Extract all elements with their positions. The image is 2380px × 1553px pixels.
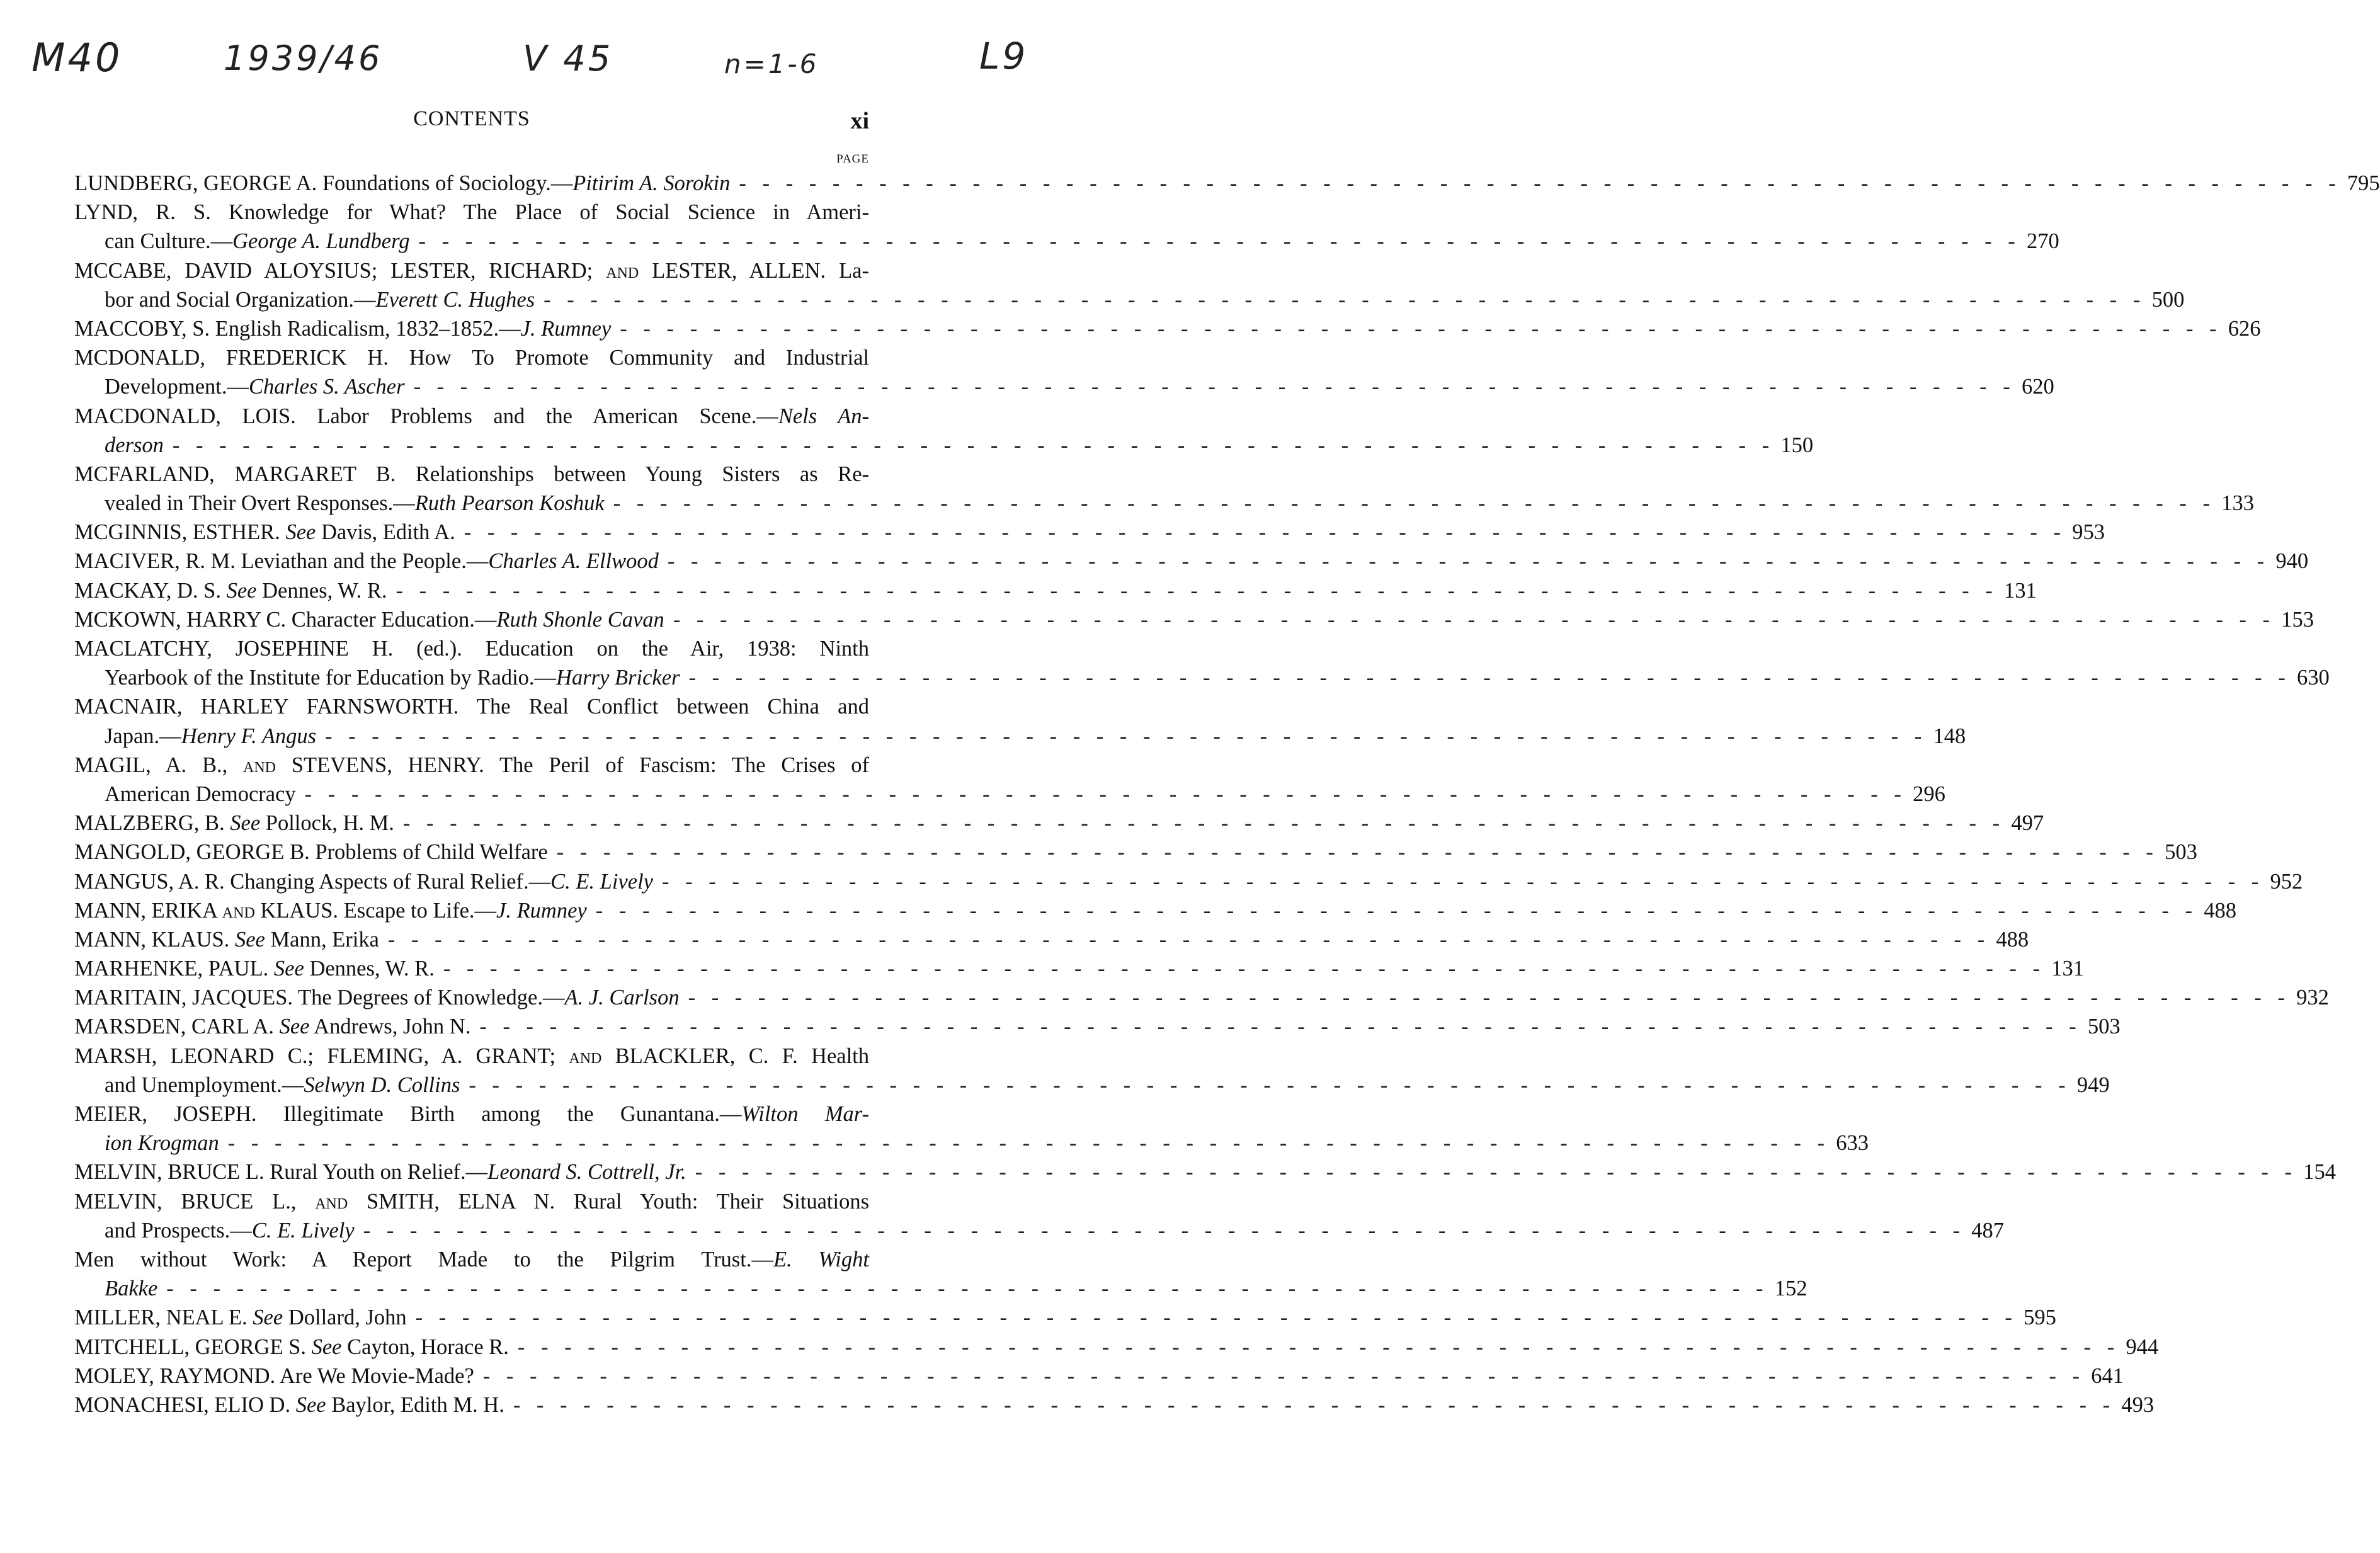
entry-title: Development.— [105, 375, 249, 399]
dot-leader [535, 285, 2140, 314]
entry-author: MCKOWN, HARRY C. [74, 607, 287, 632]
entry-line-text [74, 1187, 869, 1216]
entry-reviewer: C. E. Lively [550, 869, 653, 894]
contents-entry [74, 343, 2054, 401]
entry-line [74, 1216, 2004, 1245]
entry-page-number: 154 [2303, 1160, 2337, 1185]
entry-reviewer: Wilton Mar- [741, 1102, 869, 1126]
contents-entry [74, 169, 2380, 198]
entry-reviewer: derson [105, 433, 164, 457]
entry-line-text [74, 343, 869, 372]
page-number: xi [850, 108, 869, 134]
entry-title: Are We Movie-Made? [275, 1363, 474, 1388]
entry-author: MCCABE, DAVID ALOYSIUS; LESTER, RICHARD; and LESTER, ALLEN. [74, 258, 826, 283]
entry-line [74, 285, 2185, 314]
entry-reviewer: Charles A. Ellwood [488, 549, 659, 574]
entry-title: American Democracy [105, 782, 296, 806]
entry-page-number: 497 [2011, 811, 2044, 836]
entry-see-reference: See [253, 1306, 283, 1330]
entry-title: bor and Social Organization.— [105, 287, 376, 312]
entry-line-text [105, 1216, 355, 1245]
contents-entry [74, 460, 2254, 518]
entry-author: MACIVER, R. M. [74, 549, 236, 574]
entry-title: Davis, Edith A. [316, 520, 455, 545]
entry-line [74, 634, 869, 663]
entry-line-text [74, 1100, 869, 1129]
entry-reviewer: Harry Bricker [556, 666, 680, 690]
dot-leader [587, 896, 2192, 925]
handwritten-note-years: 1939/46 [224, 38, 383, 78]
entry-title: Problems of Child Welfare [309, 840, 548, 865]
dot-leader [730, 169, 2335, 198]
dot-leader [470, 1012, 2076, 1041]
entry-title: Rural Youth on Relief.— [264, 1160, 488, 1185]
entry-title: Andrews, John N. [309, 1015, 471, 1039]
entry-author: MARITAIN, JACQUES. [74, 986, 293, 1010]
dot-leader [355, 1216, 1960, 1245]
entry-title: Foundations of Sociology.— [317, 171, 573, 195]
entry-title: How To Promote Community and Industrial [388, 346, 870, 370]
entry-author: MACNAIR, HARLEY FARNSWORTH. [74, 695, 459, 719]
entry-title: Escape to Life.— [338, 898, 497, 923]
entry-line [74, 1158, 2337, 1186]
dot-leader [394, 809, 2000, 838]
entry-title: Relationships between Young Sisters as Re- [396, 462, 869, 486]
entry-reviewer: A. J. Carlson [564, 986, 680, 1010]
dot-leader [164, 431, 1769, 460]
dot-leader [157, 1274, 1763, 1303]
contents-entry [74, 605, 2315, 634]
entry-line [74, 838, 2197, 867]
entry-page-number: 133 [2221, 491, 2254, 516]
entry-title: vealed in Their Overt Responses.— [105, 491, 415, 516]
entry-line-text [74, 809, 394, 838]
entry-see-reference: See [311, 1334, 342, 1359]
entry-line [74, 402, 869, 431]
entry-page-number: 795 [2347, 171, 2380, 195]
entry-line [74, 692, 869, 721]
entry-page-number: 952 [2270, 869, 2303, 894]
entry-line-text [74, 925, 379, 954]
entry-title: La- [826, 258, 869, 283]
dot-leader [407, 1303, 2012, 1332]
entry-line-text [74, 1245, 869, 1274]
entry-reviewer: Nels An- [778, 404, 869, 428]
entry-page-number: 595 [2024, 1306, 2056, 1330]
entry-line [74, 169, 2380, 198]
contents-entry [74, 634, 2330, 692]
entry-line [74, 518, 2105, 547]
entry-reviewer: Leonard S. Cottrell, Jr. [487, 1160, 686, 1185]
entry-line [74, 1071, 2110, 1100]
entry-line-text [105, 1071, 460, 1100]
entry-line-text [74, 518, 455, 547]
entry-page-number: 493 [2121, 1392, 2155, 1417]
dot-leader [474, 1362, 2080, 1391]
entry-reviewer: E. Wight [773, 1247, 869, 1271]
entry-line [74, 1012, 2121, 1041]
entry-line-text [74, 1012, 470, 1041]
entry-line [74, 780, 1945, 809]
entry-page-number: 944 [2126, 1334, 2159, 1359]
dot-leader [387, 576, 1992, 605]
contents-entry [74, 896, 2236, 925]
entry-line [74, 1274, 1808, 1303]
entry-line [74, 1100, 869, 1129]
entry-page-number: 940 [2275, 549, 2309, 574]
entry-reviewer: C. E. Lively [251, 1218, 355, 1243]
entry-reviewer: Ruth Pearson Koshuk [414, 491, 605, 516]
dot-leader [548, 838, 2153, 867]
contents-entry [74, 751, 1945, 809]
entry-page-number: 500 [2151, 287, 2185, 312]
contents-entry [74, 402, 1814, 460]
contents-entry [74, 838, 2197, 867]
entry-line-text [74, 867, 653, 896]
contents-entry [74, 547, 2309, 576]
contents-entry [74, 1042, 2110, 1100]
entry-title: The Degrees of Knowledge.— [293, 986, 565, 1010]
entry-reviewer: Selwyn D. Collins [304, 1072, 460, 1097]
entry-line-text [74, 460, 869, 489]
entry-see-reference: See [279, 1015, 310, 1039]
entry-line-text [74, 954, 435, 983]
entry-author: MACKAY, D. S. [74, 578, 221, 603]
entry-line [74, 1391, 2155, 1419]
entry-title: Pollock, H. M. [260, 811, 394, 836]
entry-line [74, 954, 2085, 983]
entry-author: MEIER, JOSEPH. [74, 1102, 257, 1126]
entry-line-text [74, 692, 869, 721]
entry-title: Mann, Erika [265, 927, 379, 952]
dot-leader [680, 663, 2285, 692]
entry-author: MCDONALD, FREDERICK H. [74, 346, 389, 370]
entry-reviewer: Everett C. Hughes [375, 287, 535, 312]
entry-page-number: 503 [2087, 1015, 2121, 1039]
entry-line-text [105, 1129, 219, 1158]
entry-title: English Radicalism, 1832–1852.— [210, 316, 521, 341]
dot-leader [509, 1333, 2114, 1362]
contents-entry [74, 867, 2303, 896]
entry-title: Leviathan and the People.— [235, 549, 489, 574]
entry-author: MACCOBY, S. [74, 316, 210, 341]
entry-title: Dennes, W. R. [304, 957, 435, 981]
dot-leader [379, 925, 1984, 954]
contents-entry [74, 1100, 1869, 1158]
entry-title: and Unemployment.— [105, 1072, 304, 1097]
handwritten-note-shelf: L9 [979, 35, 1028, 77]
entry-line [74, 983, 2329, 1012]
entry-line-text [74, 634, 869, 663]
entry-line-text [105, 780, 296, 809]
entry-author: MONACHESI, ELIO D. [74, 1392, 291, 1417]
entry-line-text [74, 896, 587, 925]
entry-author: MCGINNIS, ESTHER. [74, 520, 280, 545]
entry-line [74, 1042, 869, 1071]
entry-line-text [74, 983, 680, 1012]
entry-author: MELVIN, BRUCE L., and SMITH, ELNA N. [74, 1189, 555, 1214]
entry-title: Health [797, 1044, 869, 1068]
entry-page-number: 487 [1971, 1218, 2004, 1243]
entry-line-text [105, 372, 405, 401]
page-title: CONTENTS [413, 107, 530, 130]
entry-page-number: 131 [2051, 957, 2085, 981]
entry-line [74, 372, 2054, 401]
entry-author: MILLER, NEAL E. [74, 1306, 248, 1330]
entry-title: Dollard, John [283, 1306, 407, 1330]
entry-reviewer: Henry F. Angus [181, 724, 317, 748]
contents-entry [74, 1303, 2056, 1332]
handwritten-note-volume-code: M40 [31, 35, 123, 81]
entry-title: The Peril of Fascism: The Crises of [484, 753, 869, 777]
entry-author: MANN, ERIKA and KLAUS. [74, 898, 339, 923]
entry-line [74, 1303, 2056, 1332]
entry-reviewer: Bakke [105, 1277, 158, 1301]
entry-line-text [74, 169, 730, 198]
entry-line-text [74, 1391, 504, 1419]
entry-line-text [105, 431, 164, 460]
dot-leader [455, 518, 2061, 547]
dot-leader [316, 722, 1922, 751]
contents-entry [74, 518, 2105, 547]
entry-author: MAGIL, A. B., and STEVENS, HENRY. [74, 753, 484, 777]
entry-line-text [74, 1333, 509, 1362]
entry-reviewer: J. Rumney [520, 316, 612, 341]
entry-line [74, 1362, 2124, 1391]
entry-author: MANN, KLAUS. [74, 927, 230, 952]
entry-line-text [74, 198, 869, 227]
entry-line-text [105, 227, 410, 256]
dot-leader [296, 780, 1901, 809]
entry-line-text [74, 1303, 407, 1332]
entry-line-text [74, 402, 869, 431]
entry-line [74, 925, 2029, 954]
entry-title: Yearbook of the Institute for Education by Radio.— [105, 666, 557, 690]
contents-entry [74, 1362, 2124, 1391]
entry-title: Illegitimate Birth among the Gunantana.— [256, 1102, 742, 1126]
entry-line-text [74, 1362, 474, 1391]
handwritten-note-volume: V 45 [523, 38, 613, 79]
entry-author: MANGOLD, GEORGE B. [74, 840, 310, 865]
entry-title: can Culture.— [105, 229, 233, 254]
contents-entry [74, 1158, 2337, 1186]
entry-see-reference: See [285, 520, 316, 545]
entry-page-number: 153 [2281, 607, 2315, 632]
entry-line [74, 227, 2059, 256]
entry-line-text [74, 1042, 869, 1071]
entry-page-number: 630 [2296, 666, 2330, 690]
entry-title: Labor Problems and the American Scene.— [295, 404, 778, 428]
contents-entry [74, 954, 2085, 983]
entry-line-text [74, 256, 869, 285]
contents-entry [74, 809, 2044, 838]
entry-page-number: 949 [2076, 1072, 2110, 1097]
entry-title: and Prospects.— [105, 1218, 252, 1243]
entry-page-number: 150 [1780, 433, 1814, 457]
entry-line-text [105, 285, 535, 314]
entry-line [74, 809, 2044, 838]
entry-title: Rural Youth: Their Situations [555, 1189, 869, 1214]
entry-line [74, 605, 2315, 634]
entry-reviewer: ion Krogman [105, 1131, 219, 1156]
entry-line [74, 663, 2330, 692]
entry-see-reference: See [226, 578, 257, 603]
entry-line [74, 896, 2236, 925]
entry-title: Dennes, W. R. [256, 578, 387, 603]
entry-reviewer: J. Rumney [496, 898, 587, 923]
entry-reviewer: George A. Lundberg [232, 229, 410, 254]
entry-title: Character Education.— [286, 607, 497, 632]
entry-line-text [74, 751, 869, 780]
entry-page-number: 953 [2072, 520, 2105, 545]
entry-see-reference: See [234, 927, 265, 952]
dot-leader [435, 954, 2040, 983]
entry-line [74, 867, 2303, 896]
dot-leader [219, 1129, 1825, 1158]
entry-page-number: 641 [2091, 1363, 2124, 1388]
entry-line [74, 489, 2254, 518]
contents-entry [74, 1245, 1808, 1303]
handwritten-note-issues: n=1-6 [724, 48, 819, 79]
entry-title: (ed.). Education on the Air, 1938: Ninth [393, 637, 869, 661]
entry-line-text [105, 663, 680, 692]
contents-entry [74, 314, 2261, 343]
contents-list [74, 169, 2380, 1419]
entry-page-number: 620 [2022, 375, 2054, 399]
entry-line-text [74, 576, 387, 605]
contents-entry [74, 983, 2329, 1012]
dot-leader [653, 867, 2258, 896]
entry-page-number: 633 [1836, 1131, 1869, 1156]
entry-line-text [74, 605, 664, 634]
entry-title: Baylor, Edith M. H. [326, 1392, 504, 1417]
entry-page-number: 488 [2204, 898, 2236, 923]
entry-page-number: 503 [2165, 840, 2197, 865]
entry-line [74, 1333, 2159, 1362]
entry-page-number: 488 [1996, 927, 2029, 952]
entry-page-number: 152 [1774, 1277, 1808, 1301]
contents-entry [74, 1333, 2159, 1362]
entry-page-number: 270 [2027, 229, 2059, 254]
dot-leader [611, 314, 2216, 343]
entry-reviewer: Charles S. Ascher [248, 375, 405, 399]
dot-leader [504, 1391, 2110, 1419]
dot-leader [664, 605, 2270, 634]
entry-see-reference: See [230, 811, 261, 836]
entry-line [74, 1129, 1869, 1158]
page-column-label: PAGE [836, 152, 869, 166]
entry-line-text [105, 489, 605, 518]
dot-leader [659, 547, 2264, 576]
entry-line [74, 256, 869, 285]
dot-leader [405, 372, 2010, 401]
contents-entry [74, 1187, 2004, 1245]
entry-line-text [74, 838, 548, 867]
dot-leader [460, 1071, 2065, 1100]
entry-line [74, 576, 2037, 605]
entry-page-number: 148 [1933, 724, 1966, 748]
entry-line [74, 343, 869, 372]
dot-leader [686, 1158, 2292, 1186]
entry-title: Men without Work: A Report Made to the Pilgrim Trust.— [74, 1247, 773, 1271]
entry-line [74, 722, 1966, 751]
contents-entry [74, 1391, 2155, 1419]
contents-entry [74, 256, 2185, 314]
contents-entry [74, 576, 2037, 605]
entry-line [74, 431, 1814, 460]
entry-page-number: 131 [2003, 578, 2037, 603]
entry-line [74, 751, 869, 780]
entry-author: LUNDBERG, GEORGE A. [74, 171, 317, 195]
contents-entry [74, 198, 2059, 256]
entry-line [74, 1245, 869, 1274]
entry-author: MELVIN, BRUCE L. [74, 1160, 265, 1185]
entry-author: MCFARLAND, MARGARET B. [74, 462, 396, 486]
dot-leader [605, 489, 2210, 518]
entry-author: MALZBERG, B. [74, 811, 225, 836]
entry-author: LYND, R. S. [74, 200, 211, 225]
entry-line-text [105, 722, 316, 751]
entry-line [74, 547, 2309, 576]
entry-line [74, 198, 869, 227]
entry-author: MARSH, LEONARD C.; FLEMING, A. GRANT; and BLACKLER, C. F. [74, 1044, 798, 1068]
entry-page-number: 296 [1913, 782, 1945, 806]
entry-page-number: 932 [2296, 986, 2329, 1010]
entry-title: Cayton, Horace R. [341, 1334, 509, 1359]
contents-entry [74, 1012, 2121, 1041]
contents-entry [74, 925, 2029, 954]
entry-author: MARSDEN, CARL A. [74, 1015, 274, 1039]
dot-leader [680, 983, 2285, 1012]
entry-author: MARHENKE, PAUL. [74, 957, 269, 981]
entry-title: Japan.— [105, 724, 181, 748]
contents-entry [74, 692, 1966, 750]
entry-reviewer: Pitirim A. Sorokin [572, 171, 731, 195]
entry-line [74, 460, 869, 489]
entry-line-text [74, 314, 611, 343]
entry-title: Changing Aspects of Rural Relief.— [224, 869, 551, 894]
entry-page-number: 626 [2228, 316, 2261, 341]
entry-line-text [74, 1158, 686, 1186]
dot-leader [410, 227, 2015, 256]
entry-see-reference: See [273, 957, 304, 981]
entry-author: MITCHELL, GEORGE S. [74, 1334, 306, 1359]
entry-author: MACLATCHY, JOSEPHINE H. [74, 637, 394, 661]
entry-author: MANGUS, A. R. [74, 869, 225, 894]
running-header [74, 107, 869, 139]
entry-author: MACDONALD, LOIS. [74, 404, 296, 428]
entry-title: The Real Conflict between China and [458, 695, 869, 719]
entry-see-reference: See [295, 1392, 326, 1417]
entry-line-text [105, 1274, 157, 1303]
entry-line-text [74, 547, 659, 576]
entry-line [74, 314, 2261, 343]
entry-line [74, 1187, 869, 1216]
entry-reviewer: Ruth Shonle Cavan [496, 607, 664, 632]
entry-title: Knowledge for What? The Place of Social Science in Ameri- [210, 200, 869, 225]
handwritten-notes [0, 35, 1070, 104]
entry-author: MOLEY, RAYMOND. [74, 1363, 276, 1388]
